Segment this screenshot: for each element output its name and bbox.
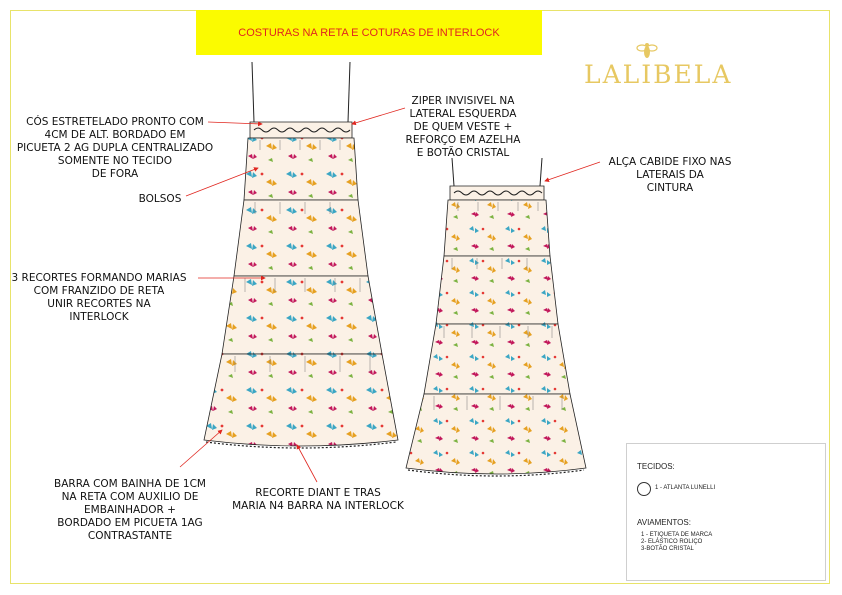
aviamento-item: 3-BOTÃO CRISTAL [641,546,694,552]
note-recortes: 3 RECORTES FORMANDO MARIAS COM FRANZIDO DE RETA UNIR RECORTES NA INTERLOCK [11,272,187,323]
note-ziper: ZIPER INVISIVEL NA LATERAL ESQUERDA DE QUEM VESTE + REFORÇO EM AZELHA E BOTÃO CRISTAL [405,95,521,159]
tecido-item: 1 - ATLANTA LUNELLI [655,485,716,491]
note-alca: ALÇA CABIDE FIXO NAS LATERAIS DA CINTURA [608,156,732,194]
spec-box [626,443,826,581]
banner-title: COSTURAS NA RETA E COTURAS DE INTERLOCK [238,26,500,39]
note-recorte-diant: RECORTE DIANT E TRAS MARIA N4 BARRA NA INTERLOCK [232,487,404,512]
fabric-swatch-icon [637,482,651,496]
note-bolsos: BOLSOS [138,193,182,205]
aviamento-item: 2- ELÁSTICO ROLIÇO [641,539,703,545]
note-cos: CÓS ESTRETELADO PRONTO COM 4CM DE ALT. BORDADO EM PICUETA 2 AG DUPLA CENTRALIZADO SOMENTE NO TECIDO DE FORA [16,116,214,180]
aviamento-item: 1 - ETIQUETA DE MARCA [641,532,713,538]
note-barra: BARRA COM BAINHA DE 1CM NA RETA COM AUXILIO DE EMBAINHADOR + BORDADO EM PICUETA 1AG CONTRASTANTE [54,478,206,542]
brand-logo: LALIBELA [584,60,733,89]
aviamentos-label: AVIAMENTOS: [637,518,691,527]
tecidos-label: TECIDOS: [637,462,675,471]
